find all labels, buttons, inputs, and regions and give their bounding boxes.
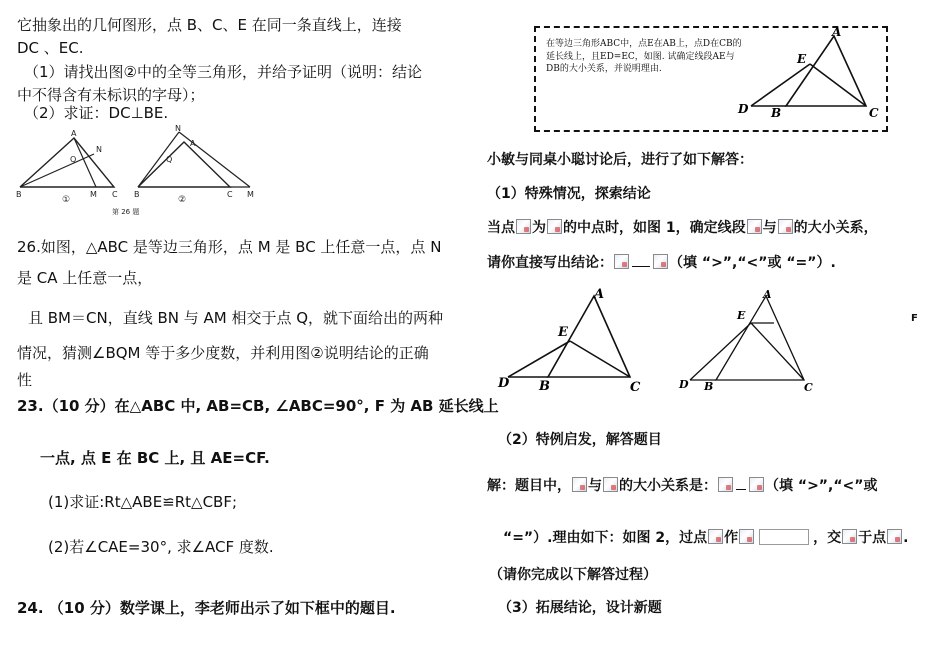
fig2-label: D: [679, 378, 689, 391]
text: “=”）.理由如下：如图 2，过点: [503, 530, 708, 546]
image-placeholder-icon: [653, 254, 668, 269]
text-line: 是 CA 上任意一点，: [17, 269, 153, 287]
section-2-line-2: [503, 528, 908, 548]
text-line: 中不得含有未标识的字母）；: [17, 86, 205, 104]
problem-26-figure: [16, 124, 260, 216]
fig26-label: M: [247, 190, 254, 199]
fig26-label: Q: [70, 155, 77, 164]
text-line: 小敏与同桌小聪讨论后，进行了如下解答：: [487, 152, 753, 168]
text-line: 它抽象出的几何图形，点 B、C、E 在同一条直线上，连接: [17, 16, 402, 34]
fig2-label: B: [704, 380, 714, 393]
problem-23-line: 23.（10 分）在△ABC 中, AB=CB, ∠ABC=90°, F 为 AB 延长线上: [17, 397, 499, 415]
fig26-label: Q: [166, 155, 173, 164]
section-3-title: （3）拓展结论，设计新题: [498, 600, 662, 616]
fig1-label: B: [539, 379, 550, 394]
figure-2: [676, 284, 826, 396]
answer-blank[interactable]: [632, 266, 650, 267]
image-placeholder-icon: [603, 477, 618, 492]
section-2-title: （2）特例启发，解答题目: [498, 432, 662, 448]
problem-box-text: 在等边三角形ABC中，点E在AB上，点D在CB的延长线上，且ED=EC，如图. 试确定线段AE与DB的大小关系，并说明理由.: [546, 39, 742, 74]
image-placeholder-icon: [747, 219, 762, 234]
stray-label: F: [911, 313, 918, 324]
fig26-label: N: [96, 145, 102, 154]
box-fig-label: D: [738, 102, 749, 116]
text-line: 且 BM＝CN，直线 BN 与 AM 相交于点 Q，就下面给出的两种: [28, 309, 444, 327]
fig2-label: C: [804, 381, 813, 394]
text-line: 情况，猜测∠BQM 等于多少度数，并利用图②说明结论的正确: [17, 344, 429, 362]
fig26-sub-label: ②: [178, 195, 187, 205]
fig26-caption: 第 26 题: [112, 208, 140, 216]
problem-23-line: (1)求证:Rt△ABE≌Rt△CBF;: [48, 493, 238, 511]
text-line: （1）请找出图②中的全等三角形，并给予证明（说明：结论: [24, 63, 422, 81]
answer-blank[interactable]: [736, 489, 746, 490]
answer-box[interactable]: [759, 529, 809, 545]
text: （填 “>”,“<”或: [765, 478, 878, 494]
fig26-label: B: [16, 190, 22, 199]
image-placeholder-icon: [749, 477, 764, 492]
image-placeholder-icon: [708, 529, 723, 544]
image-placeholder-icon: [614, 254, 629, 269]
fig1-label: D: [498, 376, 510, 391]
text-line: （2）求证：DC⊥BE.: [24, 104, 169, 122]
text: .: [903, 530, 909, 546]
text: 当点: [487, 220, 515, 236]
section-2-line-3: （请你完成以下解答过程）: [489, 567, 657, 583]
problem-24-line: 24. （10 分）数学课上，李老师出示了如下框中的题目.: [17, 599, 396, 617]
box-fig-label: E: [797, 52, 807, 66]
text: 于点: [858, 530, 887, 546]
text-line: DC 、EC.: [17, 39, 84, 57]
fig2-label: A: [763, 288, 772, 301]
fig2-label: E: [737, 309, 746, 322]
text: 的中点时，如图 1，确定线段: [563, 220, 746, 236]
image-placeholder-icon: [739, 529, 754, 544]
image-placeholder-icon: [547, 219, 562, 234]
text: 为: [532, 220, 546, 236]
image-placeholder-icon: [572, 477, 587, 492]
box-figure: [734, 26, 884, 126]
text: ，交: [813, 530, 842, 546]
figure-1: [494, 284, 644, 396]
image-placeholder-icon: [778, 219, 793, 234]
image-placeholder-icon: [887, 529, 902, 544]
box-fig-label: B: [771, 106, 782, 120]
fig26-label: A: [190, 139, 196, 148]
fig26-label: C: [227, 190, 233, 199]
fig26-sub-label: ①: [62, 195, 71, 205]
text: 作: [724, 530, 739, 546]
image-placeholder-icon: [516, 219, 531, 234]
image-placeholder-icon: [842, 529, 857, 544]
fig1-label: A: [594, 287, 605, 302]
text-line: 26.如图，△ABC 是等边三角形，点 M 是 BC 上任意一点，点 N: [17, 238, 442, 256]
text: （填 “>”,“<”或 “=”）.: [669, 255, 836, 271]
fig26-label: M: [90, 190, 97, 199]
image-placeholder-icon: [718, 477, 733, 492]
section-1-line-1: [487, 218, 878, 238]
text: 的大小关系，: [793, 220, 878, 236]
text: 解：题目中，: [487, 478, 571, 494]
text-line: 性: [17, 371, 33, 389]
text: 与: [588, 478, 602, 494]
box-fig-label: C: [869, 106, 879, 120]
fig26-label: N: [175, 124, 181, 133]
fig26-label: B: [134, 190, 140, 199]
text: 的大小关系是：: [619, 478, 717, 494]
section-2-line-1: [487, 476, 877, 496]
fig26-label: C: [112, 190, 118, 199]
section-1-title: （1）特殊情况，探索结论: [487, 186, 651, 202]
problem-23-line: 一点, 点 E 在 BC 上, 且 AE=CF.: [40, 449, 270, 467]
box-fig-label: A: [832, 26, 842, 39]
fig26-label: A: [71, 129, 77, 138]
text: 请你直接写出结论：: [487, 255, 613, 271]
fig1-label: C: [630, 380, 641, 395]
fig1-label: E: [558, 325, 568, 340]
section-1-line-2: [487, 253, 836, 273]
problem-23-line: (2)若∠CAE=30°, 求∠ACF 度数.: [48, 538, 274, 556]
text: 与: [762, 220, 777, 236]
